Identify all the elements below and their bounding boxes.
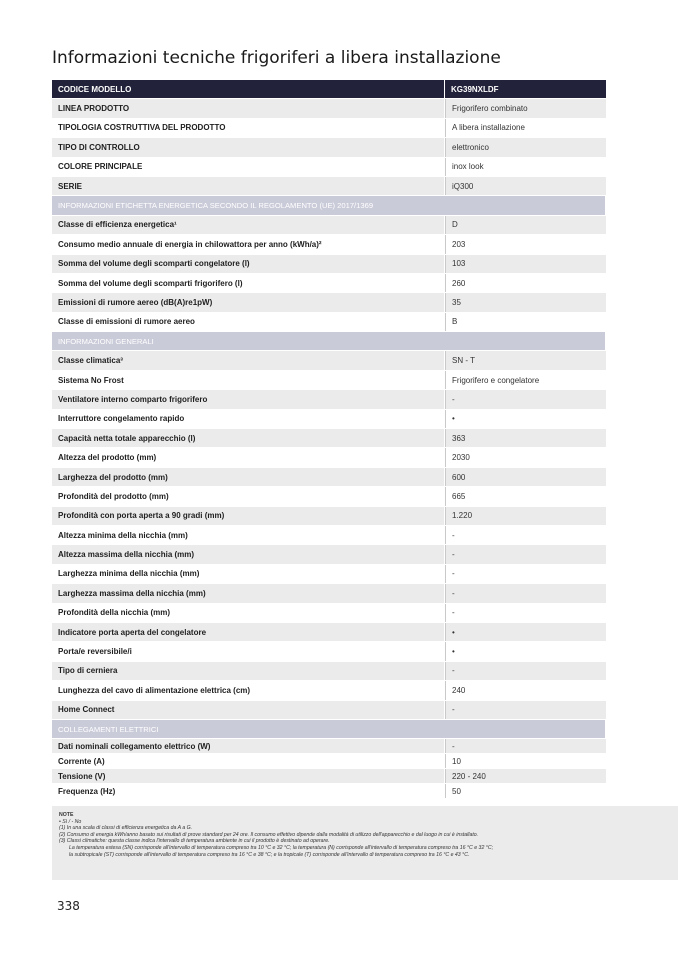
page-number: 338: [57, 899, 80, 913]
table-row: [52, 784, 606, 799]
row-label: Lunghezza del cavo di alimentazione elettrica (cm): [52, 681, 445, 699]
note-line: (2) Consumo di energia kWh/anno basato sui risultati di prove standard per 24 ore. Il consumo effettivo dipende dalla modalità di utilizzo dell'apparecchio e dal luogo in cui è installato.: [59, 831, 479, 838]
row-label: Altezza minima della nicchia (mm): [52, 526, 445, 544]
note-line: la subtropicale (ST) corrisponde all'intervallo di temperatura compreso tra 16 °C e 38 °C; e la tropicale (T) corrisponde all'intervallo di temperatura compreso tra 16 °C e 43 °C.: [69, 851, 470, 858]
row-label: Profondità del prodotto (mm): [52, 487, 445, 505]
row-value: -: [445, 526, 606, 544]
table-row: [52, 584, 606, 603]
row-label: Classe di emissioni di rumore aereo: [52, 313, 445, 331]
row-value: -: [445, 701, 606, 719]
row-value: A libera installazione: [445, 119, 606, 137]
row-value: 2030: [445, 448, 606, 466]
row-label: Somma del volume degli scomparti frigorifero (l): [52, 274, 445, 292]
row-value: -: [445, 739, 606, 753]
row-value: 203: [445, 235, 606, 253]
row-value: 103: [445, 255, 606, 273]
row-label: Capacità netta totale apparecchio (l): [52, 429, 445, 447]
table-row: [52, 255, 606, 274]
row-label: Classe climatica³: [52, 351, 445, 369]
table-row: [52, 410, 606, 429]
notes-box: [52, 806, 678, 880]
row-value: -: [445, 584, 606, 602]
table-row: [52, 313, 606, 332]
row-value: •: [445, 642, 606, 660]
table-row: [52, 507, 606, 526]
header-value: KG39NXLDF: [451, 84, 499, 94]
section-general-info: [52, 332, 606, 351]
row-value: iQ300: [445, 177, 606, 195]
row-value: 1.220: [445, 507, 606, 525]
row-value: elettronico: [445, 138, 606, 156]
table-row: [52, 642, 606, 661]
group-general-info: [52, 351, 606, 719]
row-value: 363: [445, 429, 606, 447]
row-label: Larghezza massima della nicchia (mm): [52, 584, 445, 602]
row-label: Consumo medio annuale di energia in chilowattora per anno (kWh/a)²: [52, 235, 445, 253]
table-row: [52, 138, 606, 157]
row-label: LINEA PRODOTTO: [52, 99, 445, 117]
row-value: •: [445, 623, 606, 641]
table-row: [52, 390, 606, 409]
table-row: [52, 119, 606, 138]
row-label: Dati nominali collegamento elettrico (W): [52, 739, 445, 753]
row-label: Indicatore porta aperta del congelatore: [52, 623, 445, 641]
section-electrical: [52, 720, 606, 739]
table-header-row: [52, 80, 606, 99]
table-row: [52, 177, 606, 196]
spec-table: [52, 80, 606, 799]
row-value: 50: [445, 784, 606, 798]
table-row: [52, 739, 606, 754]
note-line: (1) In una scala di classi di efficienza energetica da A a G.: [59, 825, 193, 832]
row-value: inox look: [445, 158, 606, 176]
row-value: -: [445, 545, 606, 563]
row-label: Altezza massima della nicchia (mm): [52, 545, 445, 563]
table-row: [52, 604, 606, 623]
row-value: 220 - 240: [445, 769, 606, 783]
row-label: Tensione (V): [52, 769, 445, 783]
row-label: TIPOLOGIA COSTRUTTIVA DEL PRODOTTO: [52, 119, 445, 137]
table-row: [52, 701, 606, 720]
table-row: [52, 235, 606, 254]
header-label: CODICE MODELLO: [52, 80, 445, 98]
note-line: La temperatura estesa (SN) corrisponde all'intervallo di temperatura compreso tra 10 °C e 32 °C; la temperatura (N) corrisponde all'intervallo di temperatura compreso tra 16 °C e 32 °C;: [69, 844, 494, 851]
table-row: [52, 487, 606, 506]
row-value: B: [445, 313, 606, 331]
row-label: Ventilatore interno comparto frigorifero: [52, 390, 445, 408]
note-line: • Sì / - No: [59, 818, 82, 825]
table-row: [52, 158, 606, 177]
row-label: Larghezza minima della nicchia (mm): [52, 565, 445, 583]
row-value: 35: [445, 293, 606, 311]
row-label: Emissioni di rumore aereo (dB(A)re1pW): [52, 293, 445, 311]
row-label: Profondità della nicchia (mm): [52, 604, 445, 622]
table-row: [52, 526, 606, 545]
row-label: TIPO DI CONTROLLO: [52, 138, 445, 156]
section-title: COLLEGAMENTI ELETTRICI: [52, 720, 606, 738]
table-row: [52, 565, 606, 584]
row-value: 260: [445, 274, 606, 292]
row-label: Porta/e reversibile/i: [52, 642, 445, 660]
section-energy-label: [52, 196, 606, 215]
table-row: [52, 99, 606, 118]
row-value: -: [445, 604, 606, 622]
table-row: [52, 681, 606, 700]
table-row: [52, 216, 606, 235]
page-title: Informazioni tecniche frigoriferi a libera installazione: [52, 48, 501, 68]
row-label: Interruttore congelamento rapido: [52, 410, 445, 428]
section-title: INFORMAZIONI ETICHETTA ENERGETICA SECONDO IL REGOLAMENTO (UE) 2017/1369: [52, 196, 606, 214]
table-row: [52, 371, 606, 390]
row-value: Frigorifero combinato: [445, 99, 606, 117]
note-line: (3) Classi climatiche: questa classe indica l'intervallo di temperatura ambiente in cui il prodotto è destinato ad operare.: [59, 838, 330, 845]
row-label: Frequenza (Hz): [52, 784, 445, 798]
row-label: Home Connect: [52, 701, 445, 719]
row-label: COLORE PRINCIPALE: [52, 158, 445, 176]
row-value: 600: [445, 468, 606, 486]
row-value: •: [445, 410, 606, 428]
table-row: [52, 754, 606, 769]
table-row: [52, 429, 606, 448]
table-row: [52, 662, 606, 681]
table-row: [52, 351, 606, 370]
row-label: Altezza del prodotto (mm): [52, 448, 445, 466]
row-value: 10: [445, 754, 606, 768]
row-label: Sistema No Frost: [52, 371, 445, 389]
row-value: -: [445, 662, 606, 680]
table-row: [52, 468, 606, 487]
row-label: Larghezza del prodotto (mm): [52, 468, 445, 486]
row-label: Profondità con porta aperta a 90 gradi (mm): [52, 507, 445, 525]
row-label: Tipo di cerniera: [52, 662, 445, 680]
table-row: [52, 448, 606, 467]
row-value: -: [445, 390, 606, 408]
row-value: Frigorifero e congelatore: [445, 371, 606, 389]
row-label: Somma del volume degli scomparti congelatore (l): [52, 255, 445, 273]
notes-title: NOTE: [59, 812, 74, 818]
row-value: -: [445, 565, 606, 583]
row-value: 240: [445, 681, 606, 699]
row-label: Corrente (A): [52, 754, 445, 768]
row-label: SERIE: [52, 177, 445, 195]
group-energy-label: [52, 216, 606, 332]
table-row: [52, 545, 606, 564]
table-row: [52, 769, 606, 784]
row-value: 665: [445, 487, 606, 505]
row-value: SN - T: [445, 351, 606, 369]
table-row: [52, 293, 606, 312]
table-row: [52, 623, 606, 642]
group-electrical: [52, 739, 606, 799]
group-product-info: [52, 99, 606, 196]
row-value: D: [445, 216, 606, 234]
section-title: INFORMAZIONI GENERALI: [52, 332, 606, 350]
row-label: Classe di efficienza energetica¹: [52, 216, 445, 234]
table-row: [52, 274, 606, 293]
